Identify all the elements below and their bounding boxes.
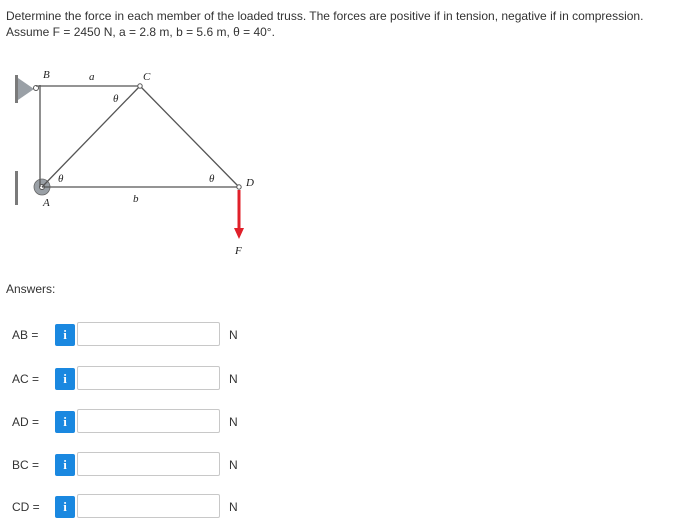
answer-label: CD = [12,500,40,514]
label-B: B [43,69,50,81]
unit-label: N [229,372,238,386]
label-theta-left: θ [58,173,64,185]
info-icon[interactable]: i [55,368,75,390]
force-arrow [234,190,244,239]
answer-row-CD [0,493,690,521]
unit-label: N [229,415,238,429]
problem-statement [6,8,686,40]
info-icon[interactable]: i [55,496,75,518]
problem-line-2: Assume F = 2450 N, a = 2.8 m, b = 5.6 m, θ = 40°. [6,25,275,39]
answer-input-AB[interactable] [77,322,220,346]
problem-line-1: Determine the force in each member of the loaded truss. The forces are positive if in tension, negative if in compression. [6,9,644,23]
unit-label: N [229,458,238,472]
label-a: a [89,71,95,83]
answer-input-BC[interactable] [77,452,220,476]
answer-input-AC[interactable] [77,366,220,390]
answer-row-AC [0,365,690,393]
label-A: A [43,197,50,209]
answer-input-CD[interactable] [77,494,220,518]
answer-input-AD[interactable] [77,409,220,433]
answer-label: AC = [12,372,40,386]
answer-label: AD = [12,415,40,429]
label-theta-right: θ [209,173,215,185]
joint-C [138,84,142,88]
info-icon[interactable]: i [55,324,75,346]
truss-figure [0,56,300,266]
info-icon[interactable]: i [55,411,75,433]
answer-row-AB [0,321,690,349]
wall-support-top [15,75,39,103]
answer-label: BC = [12,458,40,472]
label-D: D [246,177,254,189]
joint-D [237,185,241,189]
answer-label: AB = [12,328,39,342]
label-F: F [235,245,242,257]
member-CD [140,86,239,187]
info-icon[interactable]: i [55,454,75,476]
answer-row-AD [0,408,690,436]
member-AC [42,86,140,187]
answer-row-BC [0,451,690,479]
label-theta-top: θ [113,93,119,105]
unit-label: N [229,328,238,342]
label-b: b [133,193,139,205]
label-C: C [143,71,151,83]
unit-label: N [229,500,238,514]
answers-heading: Answers: [6,282,56,296]
